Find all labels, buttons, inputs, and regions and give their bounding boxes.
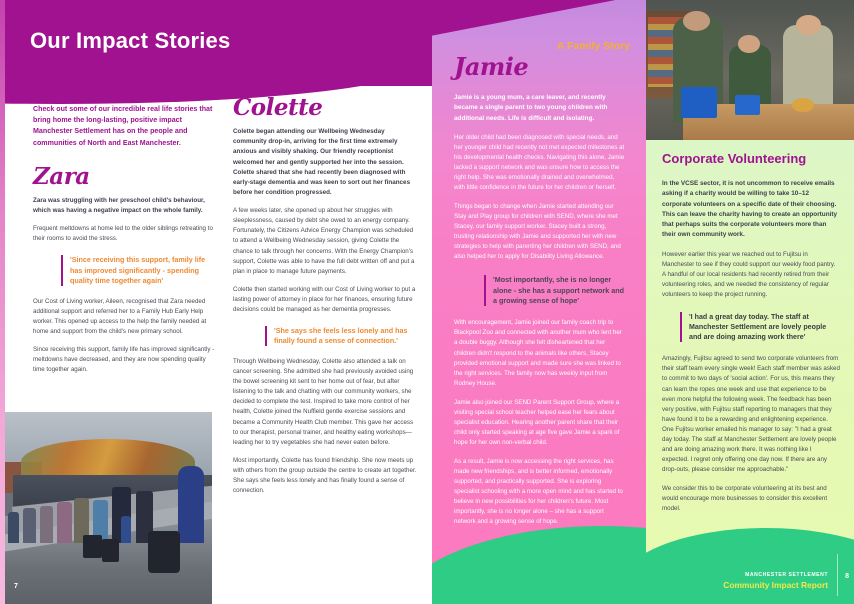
left-column-two [233,96,417,504]
corporate-paragraph-3: We consider this to be corporate volunteering at its best and would encourage more businesses to consider this excellent model. [662,484,828,513]
community-walk-photo [0,412,212,604]
story-heading-zara: Zara [33,162,90,190]
colette-paragraph-4: Most importantly, Colette has found friendship. She now meets up with others from the group outside the centre to create art together. She says she feels less lonely and has finally found a sense of connection. [233,456,417,494]
story-heading-jamie: Jamie [454,52,529,81]
photo-pram-foreground [148,531,180,573]
jamie-paragraph-4: Jamie also joined our SEND Parent Support Group, where a visiting special school teacher helped ease her fears about specialist education. Hearing another parent share that their child only started speaking at age five gave Jamie a spark of hope for her own non-verbal child. [454,398,620,446]
corporate-paragraph-2: Amazingly, Fujitsu agreed to send two corporate volunteers from their staff team every single week! Each staff member was asked to commit to two days of 'social action'. For us, this means they can learn the ropes one week and use that experience to be even more helpful the following week. The feedback has been very positive, with Fujitsu staff reporting to managers that they have found it to be a rewarding and enlightening experience. One Fujitsu worker emailed his manager to say: "I had a great day today. The staff at Manchester Settlement are lovely people and are doing amazing work there. It was nothing like I expected. I regret only offering one day now. If there are any drop-outs, please consider me approachable." [662,355,840,473]
photo-figure [40,506,53,542]
footer-branding [723,572,828,590]
colette-paragraph-3: Through Wellbeing Wednesday, Colette also attended a talk on cancer screening. She admitted she had previously avoided using the bowel screening kit sent to her home out of fear, but after listening to the talk and chatting with our community workers, she decided to complete the test. Inspired to take more control of her health, Colette joined the Nuffield gentle exercise sessions and became a Community Health Club member. This gave her access to our therapist, personal trainer, and healthy eating workshops—leading her to try vegetables she had never eaten before. [233,358,414,446]
middle-header-band [432,0,646,39]
jamie-paragraph-5: As a result, Jamie is now accessing the right services, has made new friendships, and is better informed, emotionally supported, and practically supported. She is exploring specialist schooling with a more open mind and has started to believe in new possibilities for her children's future. Most importantly, she is no longer alone – she has a support network and a growing sense of hope. [454,457,623,526]
photo-figure-foreground [178,466,203,543]
jamie-paragraph-1: Her older child had been diagnosed with special needs, and her younger child had recently not met expected milestones at his developmental health checks. Navigating this alone, Jamie lacked a support network and was unsure how to access the right help. She was emotionally drained and overwhelmed, with little confidence in the future for her children or herself. [454,133,625,191]
page-number-left: 7 [14,583,18,590]
footer-report-title: Community Impact Report [723,580,828,590]
colette-paragraph-1: A few weeks later, she opened up about her struggles with sleeplessness, caused by debt she owed to an energy company. Fortunately, the Citizens Advice Energy Champion was scheduled to attend a Wellbeing Wednesday session, giving Colette the chance to talk through her concerns. With the Energy Champion's support, Colette was able to have the full debt written off and put a plan in place to manage future payments. [233,207,415,275]
colette-paragraph-2: Colette then started working with our Cost of Living worker to put a lasting power of attorney in place for her finances, ensuring future decisions could be managed as her dementia progresses. [233,285,416,313]
photo-figure [57,502,72,542]
green-footer-shape [646,528,854,604]
photo-child [121,516,132,543]
jamie-paragraph-3: With encouragement, Jamie joined our family coach trip to Blackpool Zoo and connected with another mum who lent her a double buggy. Although she felt disheartened that her children didn't respond to the animals like others, Stacey provided emotional support and made sure she was linked to the right services. The family now has weekly input from Rodney House. [454,319,622,387]
family-story-kicker: A Family Story [556,40,630,52]
jamie-lead: Jamie is a young mum, a care leaver, and recently became a single parent to two young children with additional needs. Life is difficult and isolating. [454,94,608,122]
zara-paragraph-1: Frequent meltdowns at home led to the older siblings retreating to their rooms to avoid the stress. [33,225,213,243]
middle-pink-column [432,0,646,604]
page-title: Our Impact Stories [30,28,231,53]
story-heading-colette: Colette [233,94,323,121]
zara-paragraph-2: Our Cost of Living worker, Aileen, recognised that Zara needed additional support and referred her to a Family Hub Early Help worker. This opened up access to the help the family needed at home and support from the child's new primary school. [33,297,207,336]
intro-paragraph: Check out some of our incredible real life stories that bring home the long-lasting, positive impact Manchester Settlement has on the people and communities of North and East Manchester. [33,105,213,147]
photo-blue-bag [681,87,716,118]
footer-divider [837,554,838,596]
photo-volunteer-three-head [796,15,821,35]
photo-figure [8,512,19,543]
corporate-lead: In the VCSE sector, it is not uncommon to receive emails asking if a charity would be willing to take 10–12 corporate volunteers on a specific date of their choosing. This can leave the charity having to create an opportunity that perhaps suits the corporate volunteers more than their own community work. [662,180,838,239]
photo-pram [83,535,102,558]
zara-pull-quote: 'Since receiving this support, family life has improved significantly - spending quality time together again' [61,255,215,286]
footer-organisation: MANCHESTER SETTLEMENT [745,572,828,578]
green-curve-shape [432,526,646,604]
page-number-right: 8 [845,573,849,580]
corporate-volunteering-title: Corporate Volunteering [662,151,807,166]
corporate-volunteering-section [662,148,840,523]
colette-pull-quote: 'She says she feels less lonely and has finally found a sense of connection.' [265,326,417,346]
right-page [646,0,854,604]
photo-pram [102,539,119,562]
corporate-pull-quote: 'I had a great day today. The staff at Manchester Settlement are lovely people and are doing amazing work there' [680,312,840,343]
corporate-volunteers-photo [646,0,854,140]
left-column-one [33,104,215,383]
photo-figure [23,508,36,543]
jamie-body [454,93,626,536]
jamie-paragraph-2: Things began to change when Jamie started attending our Stay and Play group for children with SEND, where she met Stacey, our family support worker. Stacey built a strong, trusting relationship with Jamie and supported her with new strategies to help with parenting her children with SEND, and also helped her to apply for Disability Living Allowance. [454,203,621,261]
photo-volunteer-one-head [683,11,710,31]
zara-lead: Zara was struggling with her preschool child's behaviour, which was having a negative impact on the whole family. [33,196,205,214]
left-edge-strip [0,0,5,604]
colette-lead: Colette began attending our Wellbeing Wednesday community drop-in, arriving for the first time extremely anxious and visibly shaking. Our friendly receptionist welcomed her and gently supported her into the session. Colette shared that she had recently been diagnosed with early-stage dementia and was keen to sort out her finances before her condition progressed. [233,128,411,197]
photo-blue-bag [735,95,760,115]
corporate-paragraph-1: However earlier this year we reached out to Fujitsu in Manchester to see if they could support our weekly food pantry. A handful of our local residents had recently retired from their volunteering roles, and we needed the consistency of regular volunteers to keep the project running. [662,250,836,298]
jamie-pull-quote: 'Most importantly, she is no longer alone - she has a support network and a growing sense of hope' [484,275,626,306]
zara-paragraph-3: Since receiving this support, family life has improved significantly - meltdowns have decreased, and they are now spending quality time together again. [33,346,215,374]
